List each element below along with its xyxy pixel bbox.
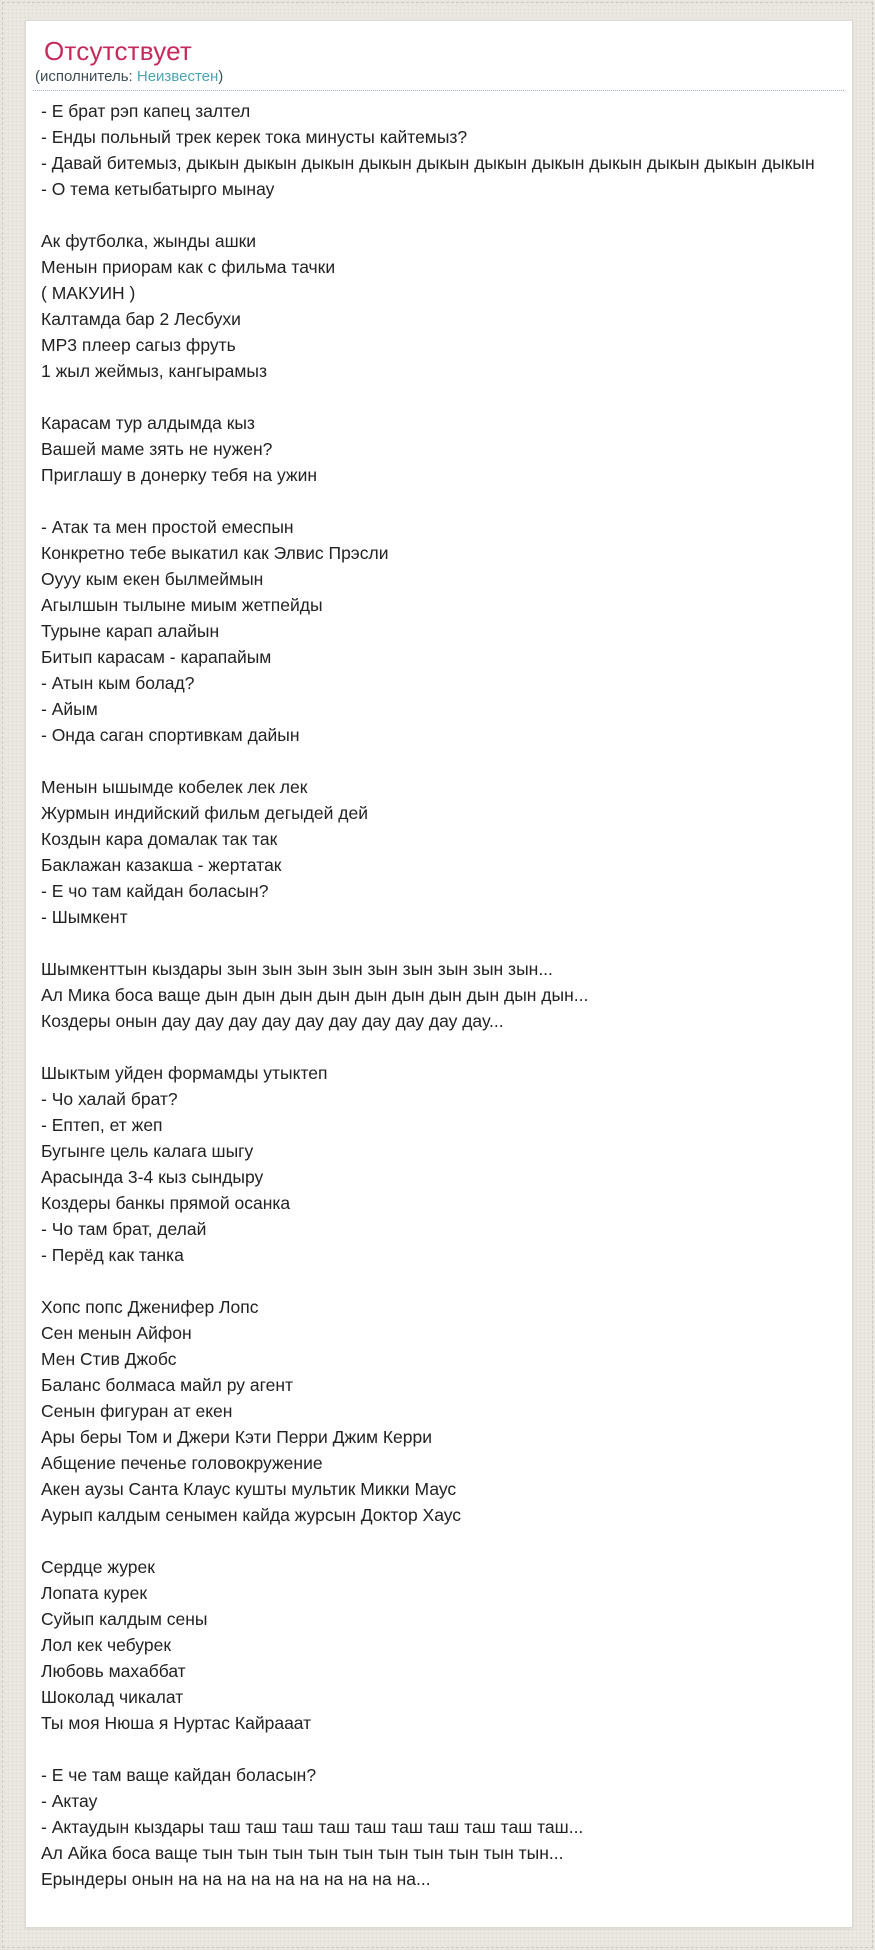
lyrics-line: Журмын индийский фильм дегыдей дей	[41, 803, 369, 823]
lyrics-line: Оууу кым екен былмеймын	[41, 569, 264, 589]
lyrics-line: Ерындеры онын на на на на на на на на на на...	[41, 1869, 431, 1889]
artist-prefix: (исполнитель:	[35, 68, 137, 85]
lyrics-line	[41, 1268, 852, 1294]
lyrics-line: Калтамда бар 2 Лесбухи	[41, 309, 241, 329]
lyrics-line: Коздеры банкы прямой осанка	[41, 1193, 291, 1213]
lyrics-line: Мен Стив Джобс	[41, 1349, 177, 1369]
lyrics-line	[41, 930, 852, 956]
lyrics-line: Шыктым уйден формамды утыктеп	[41, 1063, 328, 1083]
lyrics-line: МР3 плеер сагыз фруть	[41, 335, 236, 355]
dotted-separator	[33, 90, 844, 91]
lyrics-line: Любовь махаббат	[41, 1661, 186, 1681]
lyrics-line	[41, 384, 852, 410]
lyrics-line: Суйып калдым сены	[41, 1609, 208, 1629]
lyrics-line	[41, 488, 852, 514]
lyrics-line	[41, 748, 852, 774]
lyrics-line: Вашей маме зять не нужен?	[41, 439, 273, 459]
lyrics-line: Приглашу в донерку тебя на ужин	[41, 465, 318, 485]
lyrics-line: 1 жыл жеймыз, кангырамыз	[41, 361, 268, 381]
lyrics-line: Сердце журек	[41, 1557, 155, 1577]
lyrics-line: - Чо халай брат?	[41, 1089, 178, 1109]
lyrics-line: Ал Мика боса ваще дын дын дын дын дын дын дын дын дын дын...	[41, 985, 589, 1005]
lyrics-line: Баклажан казакша - жертатак	[41, 855, 282, 875]
lyrics-line: Абщение печенье головокружение	[41, 1453, 323, 1473]
lyrics-line: ( МАКУИН )	[41, 283, 136, 303]
lyrics-line: Арасында 3-4 кыз сындыру	[41, 1167, 264, 1187]
lyrics-line: Шымкенттын кыздары зын зын зын зын зын зын зын зын зын...	[41, 959, 553, 979]
lyrics-line	[41, 1528, 852, 1554]
lyrics-card	[25, 20, 853, 1928]
lyrics-line: Турыне карап алайын	[41, 621, 220, 641]
lyrics-line: - Атын кым болад?	[41, 673, 195, 693]
lyrics-line	[41, 1736, 852, 1762]
lyrics-line: - Актау	[41, 1791, 98, 1811]
lyrics-line: Акен аузы Санта Клаус кушты мультик Микки Маус	[41, 1479, 457, 1499]
lyrics-line: - Айым	[41, 699, 98, 719]
artist-suffix: )	[218, 68, 224, 85]
lyrics-line: - Онда саган спортивкам дайын	[41, 725, 300, 745]
lyrics-line: Агылшын тылыне миым жетпейды	[41, 595, 323, 615]
lyrics-line: Ты моя Нюша я Нуртас Кайрааат	[41, 1713, 312, 1733]
lyrics-line: - Е че там ваще кайдан боласын?	[41, 1765, 317, 1785]
lyrics-line: Менын ышымде кобелек лек лек	[41, 777, 308, 797]
lyrics-line: - О тема кетыбатырго мынау	[41, 179, 275, 199]
lyrics-line: Коздын кара домалак так так	[41, 829, 278, 849]
lyrics-line	[41, 1034, 852, 1060]
lyrics-line: - Ептеп, ет жеп	[41, 1115, 163, 1135]
lyrics-line: Битып карасам - карапайым	[41, 647, 272, 667]
artist-line	[35, 67, 852, 86]
lyrics-line: - Е брат рэп капец залтел	[41, 101, 251, 121]
artist-link[interactable]: Неизвестен	[136, 68, 219, 85]
lyrics-line: - Е чо там кайдан боласын?	[41, 881, 269, 901]
lyrics-text	[41, 98, 852, 1892]
lyrics-line: - Атак та мен простой емеспын	[41, 517, 294, 537]
lyrics-line: Сенын фигуран ат екен	[41, 1401, 233, 1421]
lyrics-line: - Енды польный трек керек тока минусты кайтемыз?	[41, 127, 468, 147]
lyrics-line: - Давай битемыз, дыкын дыкын дыкын дыкын дыкын дыкын дыкын дыкын дыкын дыкын дыкын	[41, 153, 815, 173]
lyrics-line: - Чо там брат, делай	[41, 1219, 207, 1239]
lyrics-line: Ак футболка, жынды ашки	[41, 231, 257, 251]
lyrics-line: - Шымкент	[41, 907, 128, 927]
lyrics-line: Карасам тур алдымда кыз	[41, 413, 255, 433]
lyrics-line: Хопс попс Дженифер Лопс	[41, 1297, 259, 1317]
song-title: Отсутствует	[44, 36, 193, 66]
lyrics-line: - Актаудын кыздары таш таш таш таш таш таш таш таш таш таш...	[41, 1817, 584, 1837]
lyrics-line: Бугынге цель калага шыгу	[41, 1141, 254, 1161]
lyrics-line: Менын приорам как с фильма тачки	[41, 257, 336, 277]
lyrics-line: Ары беры Том и Джери Кэти Перри Джим Керри	[41, 1427, 433, 1447]
lyrics-line: Баланс болмаса майл ру агент	[41, 1375, 294, 1395]
lyrics-line: Сен менын Айфон	[41, 1323, 192, 1343]
lyrics-line: - Перёд как танка	[41, 1245, 184, 1265]
lyrics-line: Аурып калдым сенымен кайда журсын Доктор Хаус	[41, 1505, 462, 1525]
lyrics-line: Лопата курек	[41, 1583, 147, 1603]
lyrics-line: Шоколад чикалат	[41, 1687, 184, 1707]
lyrics-line: Лол кек чебурек	[41, 1635, 171, 1655]
lyrics-line: Коздеры онын дау дау дау дау дау дау дау дау дау дау...	[41, 1011, 504, 1031]
lyrics-line: Ал Айка боса ваще тын тын тын тын тын тын тын тын тын тын...	[41, 1843, 564, 1863]
lyrics-line	[41, 202, 852, 228]
lyrics-line: Конкретно тебе выкатил как Элвис Прэсли	[41, 543, 389, 563]
